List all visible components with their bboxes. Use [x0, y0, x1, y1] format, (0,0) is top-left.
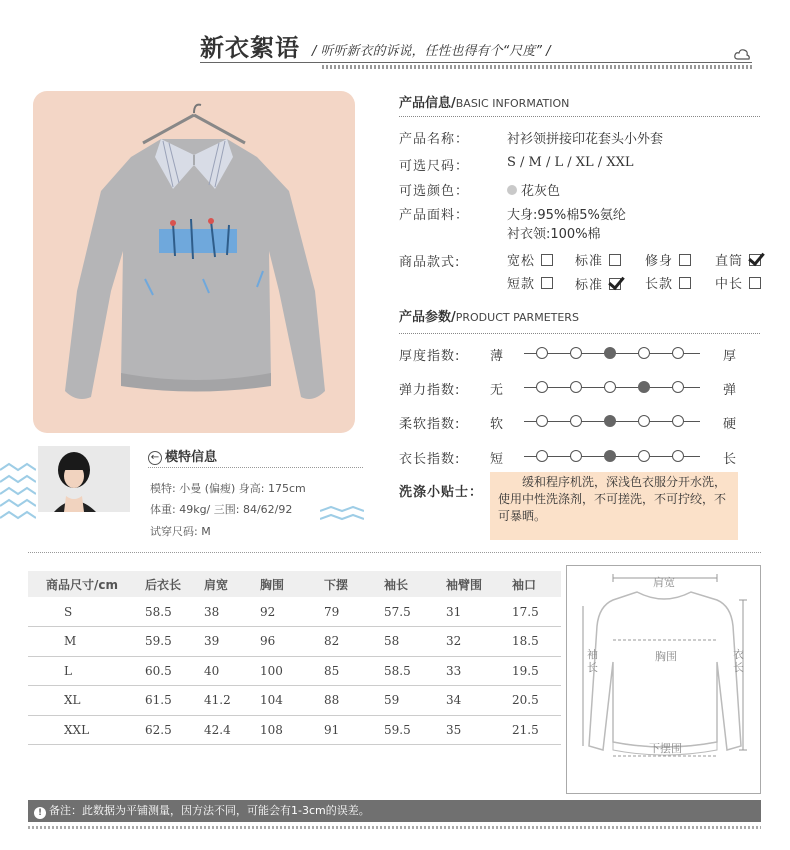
table-cell: XL: [28, 686, 145, 716]
checkbox[interactable]: [679, 254, 691, 266]
table-row: [28, 686, 561, 716]
table-cell: 31: [446, 597, 512, 627]
size-table-header-cell: 胸围: [260, 571, 324, 597]
table-cell: 62.5: [145, 715, 204, 745]
color-value: [507, 180, 560, 199]
size-table-header-cell: 商品尺寸/cm: [28, 571, 145, 597]
style-option-straight[interactable]: [715, 250, 761, 269]
param-min-label: 薄: [490, 349, 504, 364]
params-divider: [399, 333, 760, 334]
param-dot: [672, 415, 684, 427]
style-option-short[interactable]: [507, 273, 553, 292]
param-dot: [672, 450, 684, 462]
table-cell: 61.5: [145, 686, 204, 716]
checkbox[interactable]: [609, 254, 621, 266]
basic-info-divider: [399, 116, 760, 117]
param-label: 厚度指数:: [399, 349, 461, 364]
style-option-straight-label: 直筒: [715, 254, 744, 269]
basic-info-title-cn: 产品信息/: [399, 96, 456, 111]
size-table-header-cell: 袖臂围: [446, 571, 512, 597]
table-cell: 59.5: [145, 627, 204, 657]
style-option-regular-length-label: 标准: [575, 278, 604, 293]
style-option-standard-label: 标准: [575, 254, 604, 269]
checkbox[interactable]: [749, 277, 761, 289]
product-name-value: 衬衫领拼接印花套头小外套: [507, 132, 664, 147]
sizes-value: S / M / L / XL / XXL: [507, 155, 634, 170]
section-divider: [28, 552, 761, 553]
table-cell: 58.5: [384, 656, 446, 686]
param-label: 弹力指数:: [399, 383, 461, 398]
table-cell: 108: [260, 715, 324, 745]
size-table-header-cell: 下摆: [324, 571, 384, 597]
param-dot-selected: [604, 347, 616, 359]
param-dot: [570, 450, 582, 462]
param-dot: [536, 415, 548, 427]
param-label: 柔软指数:: [399, 417, 461, 432]
cloud-icon: [734, 48, 750, 60]
table-cell: 82: [324, 627, 384, 657]
param-dot: [570, 381, 582, 393]
color-swatch: [507, 185, 517, 195]
color-label: 可选颜色：: [399, 184, 470, 199]
sizes-label: 可选尺码：: [399, 159, 470, 174]
table-cell: 104: [260, 686, 324, 716]
table-cell: 17.5: [512, 597, 561, 627]
style-label: 商品款式:: [399, 255, 461, 270]
size-table: [28, 571, 561, 745]
style-option-mid-long[interactable]: [715, 273, 761, 292]
page-header: [200, 28, 760, 62]
footer-note-text: 备注：此数据为平铺测量，因方法不同，可能会有1-3cm的误差。: [49, 804, 370, 817]
param-dot: [604, 381, 616, 393]
param-label: 衣长指数:: [399, 452, 461, 467]
product-name-label: 产品名称：: [399, 132, 470, 147]
size-table-header: [28, 571, 561, 597]
param-dot: [536, 381, 548, 393]
style-option-loose-label: 宽松: [507, 254, 536, 269]
param-dot-selected: [604, 415, 616, 427]
model-info-line-1: 模特: 小曼 (偏瘦) 身高: 175cm: [150, 482, 306, 495]
params-title: [399, 306, 579, 325]
table-cell: 85: [324, 656, 384, 686]
garment-outline: [567, 566, 762, 795]
param-min-label: 短: [490, 452, 504, 467]
checkbox[interactable]: [541, 277, 553, 289]
checkbox[interactable]: [541, 254, 553, 266]
param-max-label: 长: [723, 452, 737, 467]
style-option-slim[interactable]: [645, 250, 691, 269]
table-cell: 32: [446, 627, 512, 657]
style-option-long-label: 长款: [645, 277, 674, 292]
table-row: [28, 627, 561, 657]
table-cell: 38: [204, 597, 260, 627]
table-cell: 59.5: [384, 715, 446, 745]
checkbox-checked[interactable]: [609, 278, 621, 290]
model-photo: [38, 446, 130, 512]
table-cell: 58: [384, 627, 446, 657]
info-icon: !: [34, 807, 46, 819]
table-cell: 34: [446, 686, 512, 716]
model-info-line-3: 试穿尺码: M: [150, 525, 211, 538]
table-cell: 20.5: [512, 686, 561, 716]
fabric-body-value: 大身:95%棉5%氨纶: [507, 208, 626, 223]
model-info-divider: [148, 467, 363, 468]
wash-tip-text: 缓和程序机洗，深浅色衣服分开水洗，使用中性洗涤剂，不可搓洗，不可拧绞，不可暴晒。: [490, 472, 738, 540]
footer-note: [28, 800, 761, 822]
table-cell: 39: [204, 627, 260, 657]
table-cell: 57.5: [384, 597, 446, 627]
table-cell: 88: [324, 686, 384, 716]
table-cell: L: [28, 656, 145, 686]
param-dot: [536, 347, 548, 359]
table-cell: 21.5: [512, 715, 561, 745]
garment-diagram: [566, 565, 761, 794]
model-info-title-text: 模特信息: [165, 450, 218, 465]
size-table-header-cell: 袖口: [512, 571, 561, 597]
param-dot: [638, 347, 650, 359]
params-title-cn: 产品参数/: [399, 310, 456, 325]
param-dot-selected: [638, 381, 650, 393]
table-cell: 35: [446, 715, 512, 745]
param-dot: [638, 415, 650, 427]
param-dot: [638, 450, 650, 462]
table-cell: 42.4: [204, 715, 260, 745]
table-cell: 58.5: [145, 597, 204, 627]
diagram-shoulder-label: 肩宽: [653, 576, 675, 589]
param-dot: [570, 347, 582, 359]
param-min-label: 无: [490, 383, 504, 398]
sweatshirt-illustration: [33, 91, 355, 433]
style-option-short-label: 短款: [507, 277, 536, 292]
size-table-header-cell: 肩宽: [204, 571, 260, 597]
brand-title: 新衣絮语: [200, 34, 300, 62]
param-dot-selected: [604, 450, 616, 462]
style-option-slim-label: 修身: [645, 254, 674, 269]
style-option-long[interactable]: [645, 273, 691, 292]
table-cell: 96: [260, 627, 324, 657]
size-table-body: [28, 597, 561, 745]
basic-info-title-en: BASIC INFORMATION: [455, 97, 570, 110]
color-value-text: 花灰色: [521, 184, 561, 199]
table-row: [28, 597, 561, 627]
basic-info-title: [399, 92, 569, 111]
param-dot: [536, 450, 548, 462]
style-option-loose[interactable]: [507, 250, 553, 269]
footer-dots: [28, 826, 761, 829]
zigzag-decoration: [0, 460, 36, 530]
param-scale: [524, 449, 700, 463]
param-max-label: 弹: [723, 383, 737, 398]
header-dots: [322, 65, 752, 69]
table-cell: S: [28, 597, 145, 627]
table-cell: 41.2: [204, 686, 260, 716]
wash-tip-label: 洗涤小贴士：: [399, 485, 484, 500]
size-table-header-cell: 后衣长: [145, 571, 204, 597]
table-cell: 40: [204, 656, 260, 686]
param-scale: [524, 414, 700, 428]
table-cell: 18.5: [512, 627, 561, 657]
param-scale: [524, 380, 700, 394]
params-title-en: PRODUCT PARMETERS: [455, 311, 579, 324]
checkbox[interactable]: [679, 277, 691, 289]
back-arrow-icon: ←: [148, 451, 162, 465]
fabric-collar-value: 衬衣领:100%棉: [507, 227, 601, 242]
table-cell: 60.5: [145, 656, 204, 686]
model-info-title: [148, 446, 217, 465]
brand-tagline: / 听听新衣的诉说，任性也得有个“尺度” /: [312, 44, 551, 59]
style-option-mid-long-label: 中长: [715, 277, 744, 292]
model-info-line-2: 体重: 49kg/ 三围: 84/62/92: [150, 503, 293, 516]
table-cell: 59: [384, 686, 446, 716]
fabric-label: 产品面料：: [399, 208, 470, 223]
table-cell: XXL: [28, 715, 145, 745]
zigzag-decoration-right: [320, 505, 364, 525]
param-min-label: 软: [490, 417, 504, 432]
table-cell: 100: [260, 656, 324, 686]
table-cell: 79: [324, 597, 384, 627]
table-cell: 91: [324, 715, 384, 745]
header-divider: [200, 62, 752, 63]
param-scale: [524, 346, 700, 360]
style-option-regular-length[interactable]: [575, 274, 621, 293]
table-cell: M: [28, 627, 145, 657]
table-cell: 19.5: [512, 656, 561, 686]
size-table-header-cell: 袖长: [384, 571, 446, 597]
param-max-label: 厚: [723, 349, 737, 364]
table-row: [28, 715, 561, 745]
product-photo: [33, 91, 355, 433]
param-dot: [570, 415, 582, 427]
param-max-label: 硬: [723, 417, 737, 432]
diagram-hem-label: 下摆围: [649, 742, 682, 755]
style-option-standard[interactable]: [575, 250, 621, 269]
table-cell: 33: [446, 656, 512, 686]
param-dot: [672, 381, 684, 393]
table-cell: 92: [260, 597, 324, 627]
diagram-length-label: 衣长: [733, 648, 744, 674]
checkbox-checked[interactable]: [749, 254, 761, 266]
table-row: [28, 656, 561, 686]
diagram-sleeve-label: 袖长: [587, 648, 598, 674]
diagram-chest-label: 胸围: [655, 650, 677, 663]
param-dot: [672, 347, 684, 359]
